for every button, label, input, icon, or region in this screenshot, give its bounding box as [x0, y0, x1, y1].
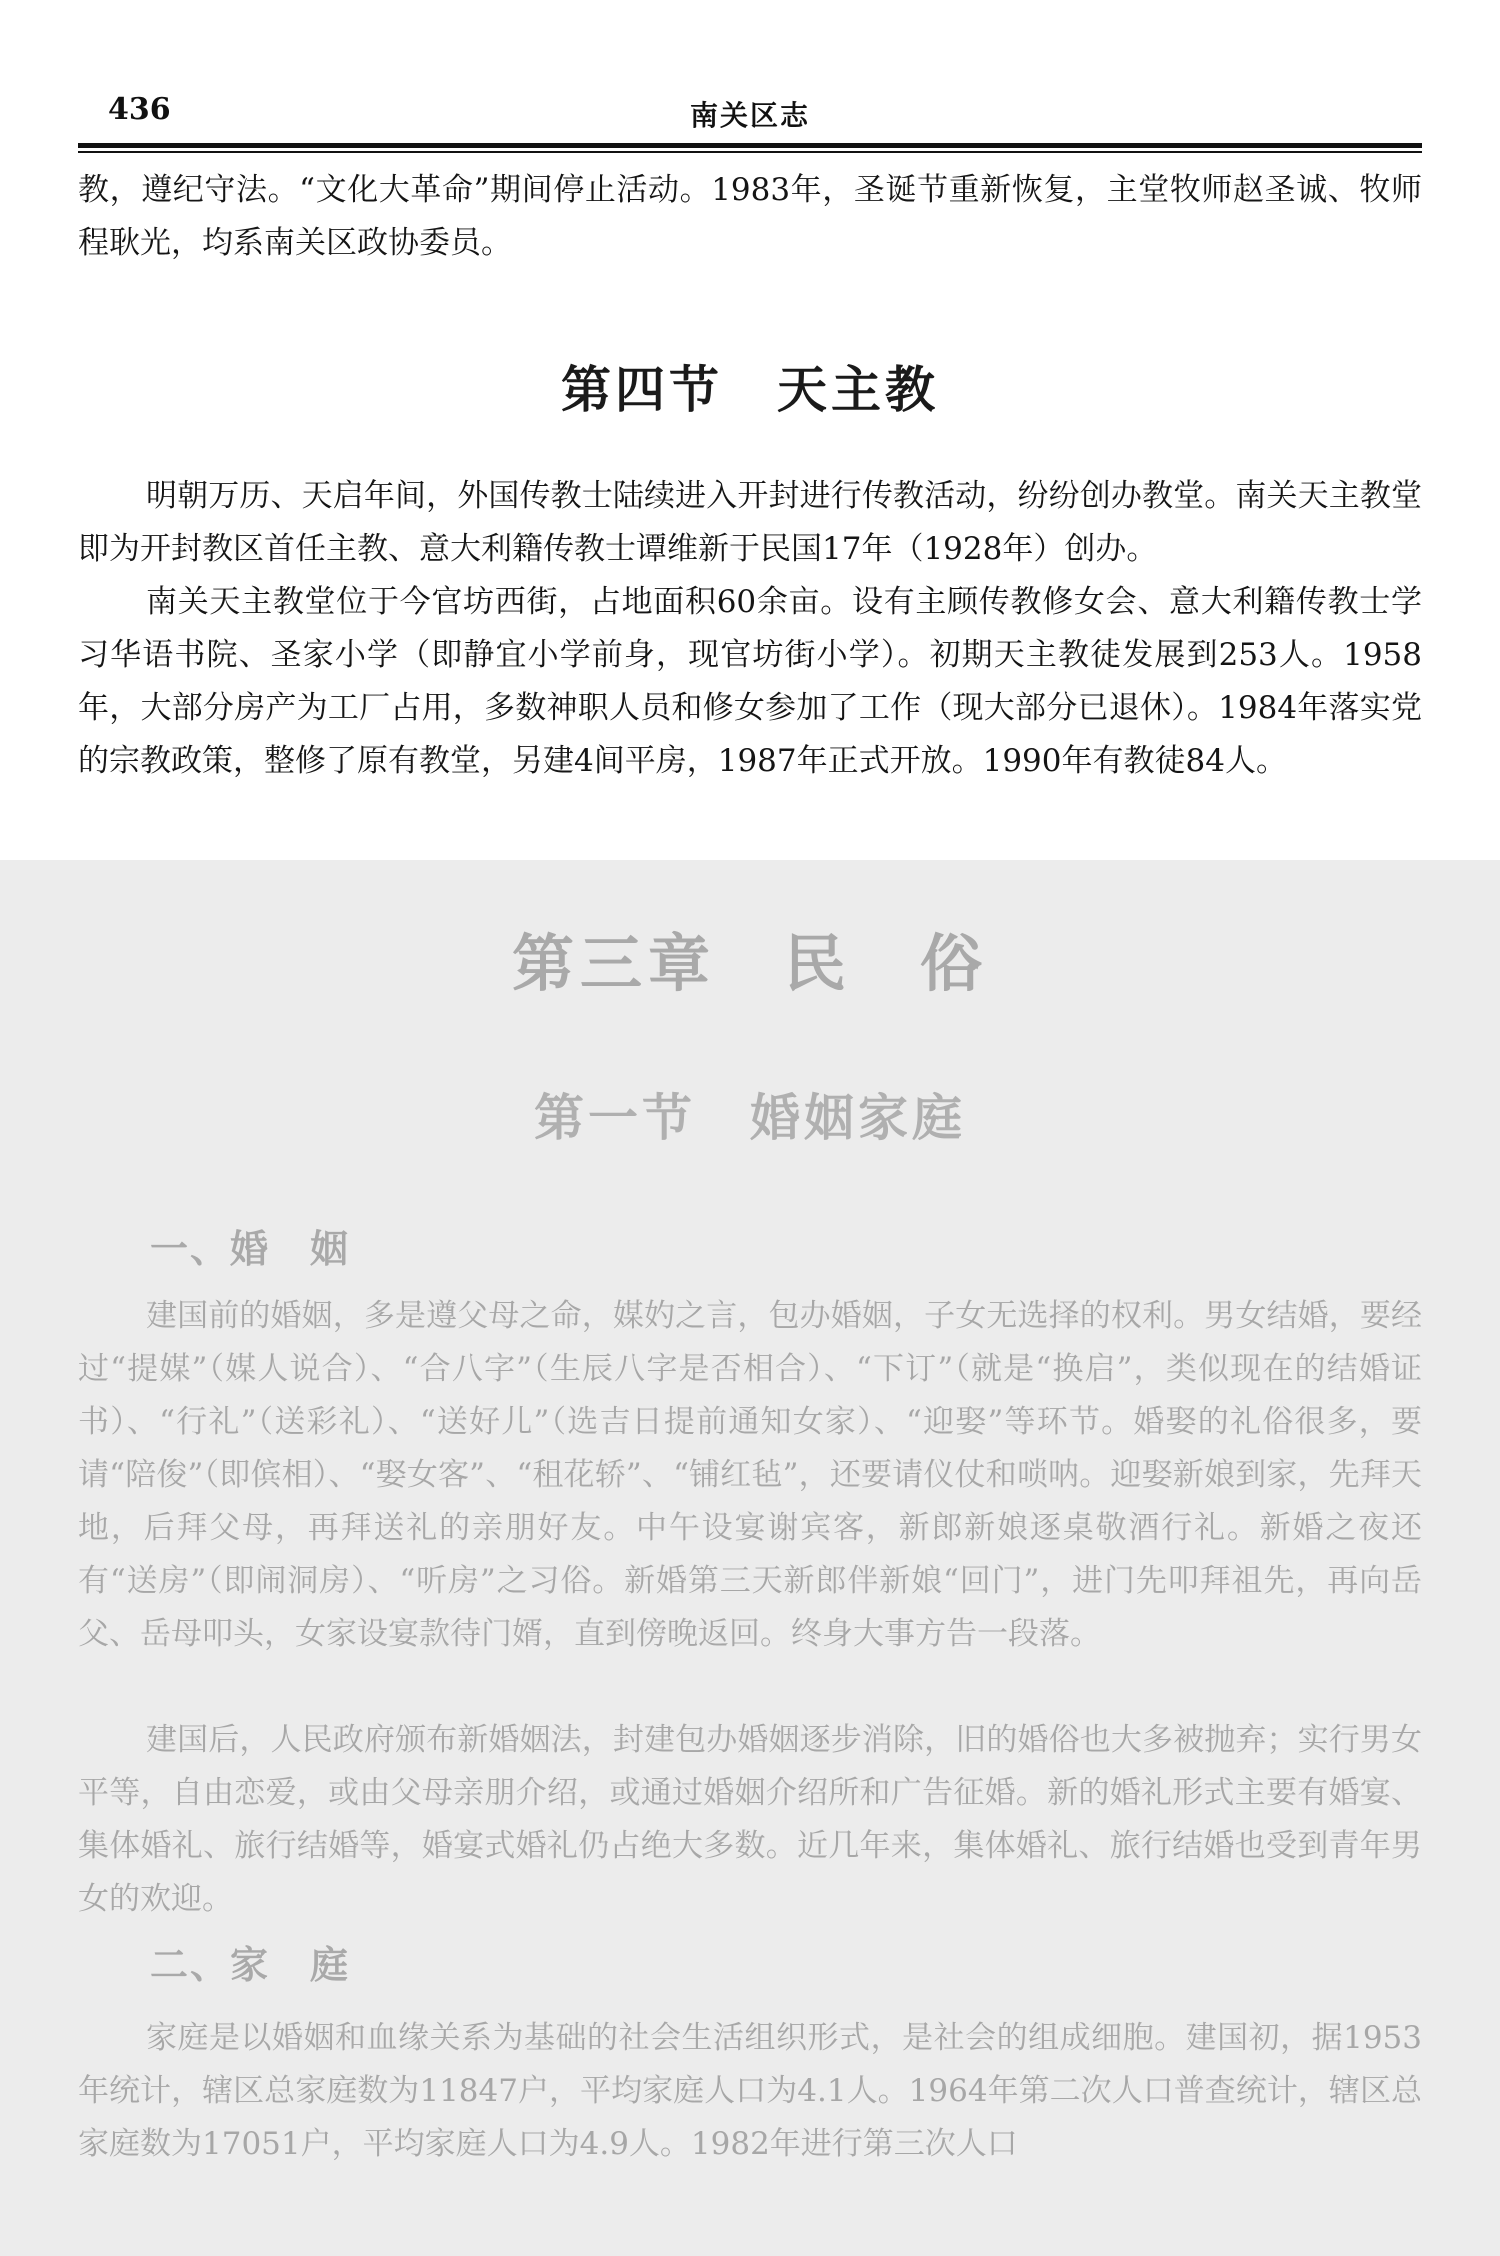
heading-marriage: 一、婚 姻 [150, 1227, 351, 1271]
catholic-paragraph-2: 南关天主教堂位于今官坊西街，占地面积60余亩。设有主顾传教修女会、意大利籍传教士学习华语书院、圣家小学（即静宜小学前身，现官坊街小学）。初期天主教徒发展到253人。1958年，大部分房产为工厂占用，多数神职人员和修女参加了工作（现大部分已退休）。1984年落实党的宗教政策，整修了原有教堂，另建4间平房，1987年正式开放。1990年有教徒84人。 [78, 584, 1422, 779]
page-number: 436 [108, 92, 171, 127]
header-rule-thin [78, 151, 1422, 153]
section-heading-catholic: 第四节 天主教 [561, 360, 939, 419]
protestant-tail-paragraph: 教，遵纪守法。“文化大革命”期间停止活动。1983年，圣诞节重新恢复，主堂牧师赵圣诚、牧师程耿光，均系南关区政协委员。 [78, 172, 1422, 261]
chapter-heading: 第三章 民 俗 [511, 927, 988, 1000]
catholic-paragraph-1: 明朝万历、天启年间，外国传教士陆续进入开封进行传教活动，纷纷创办教堂。南关天主教堂即为开封教区首任主教、意大利籍传教士谭维新于民国17年（1928年）创办。 [78, 478, 1422, 567]
page-header [78, 92, 1422, 136]
header-rule-thick [78, 143, 1422, 148]
family-paragraph: 家庭是以婚姻和血缘关系为基础的社会生活组织形式，是社会的组成细胞。建国初，据1953年统计，辖区总家庭数为11847户，平均家庭人口为4.1人。1964年第二次人口普查统计，辖区总家庭数为17051户，平均家庭人口为4.9人。1982年进行第三次人口 [78, 2020, 1422, 2162]
marriage-paragraph-2: 建国后，人民政府颁布新婚姻法，封建包办婚姻逐步消除，旧的婚俗也大多被抛弃；实行男女平等，自由恋爱，或由父母亲朋介绍，或通过婚姻介绍所和广告征婚。新的婚礼形式主要有婚宴、集体婚礼、旅行结婚等，婚宴式婚礼仍占绝大多数。近几年来，集体婚礼、旅行结婚也受到青年男女的欢迎。 [78, 1722, 1422, 1917]
marriage-paragraph-1: 建国前的婚姻，多是遵父母之命，媒妁之言，包办婚姻，子女无选择的权利。男女结婚，要经过“提媒”（媒人说合）、“合八字”（生辰八字是否相合）、“下订”（就是“换启”，类似现在的结婚证书）、“行礼”（送彩礼）、“送好儿”（选吉日提前通知女家）、“迎娶”等环节。婚娶的礼俗很多，要请“陪俊”（即傧相）、“娶女客”、“租花轿”、“铺红毡”，还要请仪仗和唢呐。迎娶新娘到家，先拜天地，后拜父母，再拜送礼的亲朋好友。中午设宴谢宾客，新郎新娘逐桌敬酒行礼。新婚之夜还有“送房”（即闹洞房）、“听房”之习俗。新婚第三天新郎伴新娘“回门”，进门先叩拜祖先，再向岳父、岳母叩头，女家设宴款待门婿，直到傍晚返回。终身大事方告一段落。 [78, 1298, 1422, 1652]
running-title: 南关区志 [689, 99, 810, 132]
section-heading-marriage-family: 第一节 婚姻家庭 [534, 1088, 966, 1147]
heading-family: 二、家 庭 [150, 1943, 351, 1987]
